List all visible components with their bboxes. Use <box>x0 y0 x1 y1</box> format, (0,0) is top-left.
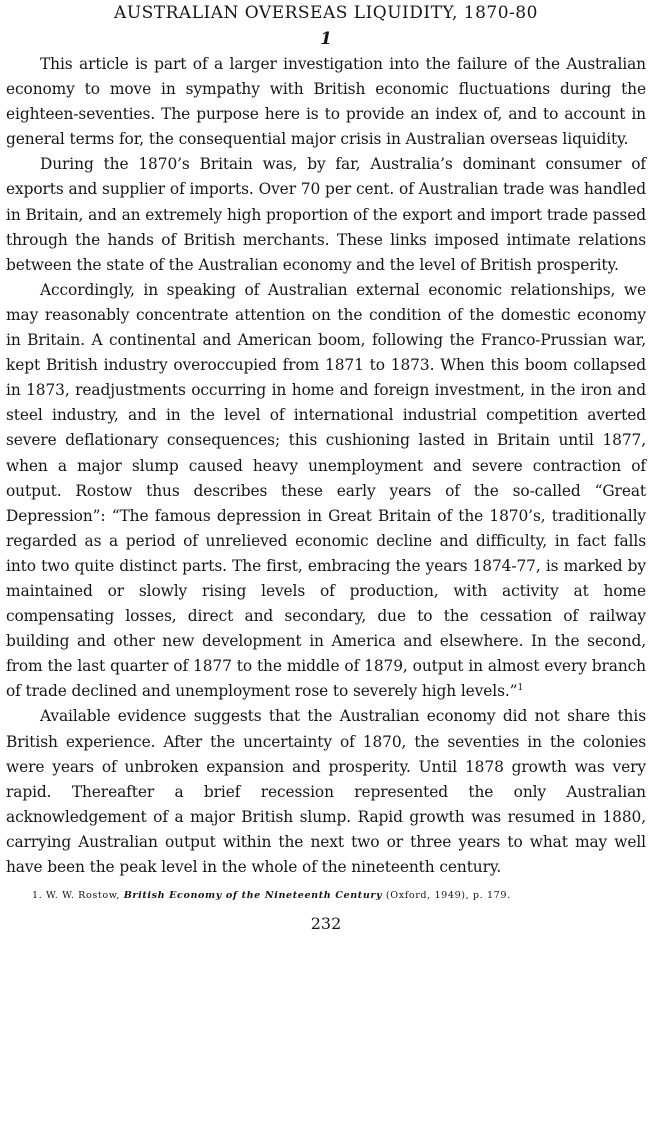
article-body <box>6 52 646 880</box>
running-title: AUSTRALIAN OVERSEAS LIQUIDITY, 1870-80 <box>114 3 538 23</box>
footnote-title: British Economy of the Nineteenth Century <box>123 890 383 902</box>
section-number: 1 <box>320 29 332 49</box>
footnote-number: 1. <box>32 890 43 902</box>
paragraph-2: During the 1870’s Britain was, by far, Australia’s dominant consumer of exports and supplier of imports. Over 70 per cent. of Australian trade was handled in Britain, and an extremely high proportion of the export and import trade passed through the hands of British merchants. These links imposed intimate relations between the state of the Australian economy and the level of British prosperity. <box>6 155 646 274</box>
paragraph-1: This article is part of a larger investigation into the failure of the Australian economy to move in sympathy with British economic fluctuations during the eighteen-seventies. The purpose here is to provide an index of, and to account in general terms for, the consequential major crisis in Australian overseas liquidity. <box>6 55 646 149</box>
footnote-reference[interactable]: 1 <box>517 683 524 694</box>
paragraph-3-text: Accordingly, in speaking of Australian external economic relationships, we may reasonably concentrate attention on the condition of the domestic economy in Britain. A continental and American boom, following the Franco-Prussian war, kept British industry overoccupied from 1871 to 1873. When this boom collapsed in 1873, readjustments occurring in home and foreign investment, in the iron and steel industry, and in the level of international industrial competition averted severe deflationary consequences; this cushioning lasted in Britain until 1877, when a major slump caused heavy unemployment and severe contraction of output. Rostow thus describes these early years of the so-called “Great Depression”: “The famous depression in Great Britain of the 1870’s, traditionally regarded as a period of unrelieved economic decline and difficulty, in fact falls into two quite distinct parts. The first, embracing the years 1874-77, is marked by maintained or slowly rising levels of production, with activity at home compensating losses, direct and secondary, due to the cessation of railway building and other new development in America and elsewhere. In the second, from the last quarter of 1877 to the middle of 1879, output in almost every branch of trade declined and unemployment rose to severely high levels.” <box>6 280 646 701</box>
footnote-author: W. W. Rostow, <box>46 890 121 902</box>
paragraph-3 <box>6 278 646 705</box>
paragraph-4: Available evidence suggests that the Australian economy did not share this British experience. After the uncertainty of 1870, the seventies in the colonies were years of unbroken expansion and prosperity. Until 1878 growth was very rapid. Thereafter a brief recession represented the only Australian acknowledgement of a major British slump. Rapid growth was resumed in 1880, carrying Australian output within the next two or three years to what may well have been the peak level in the whole of the nineteenth century. <box>6 707 646 876</box>
footnote-details: (Oxford, 1949), p. 179. <box>385 890 511 902</box>
page-number: 232 <box>310 914 342 934</box>
footnote <box>6 888 646 904</box>
